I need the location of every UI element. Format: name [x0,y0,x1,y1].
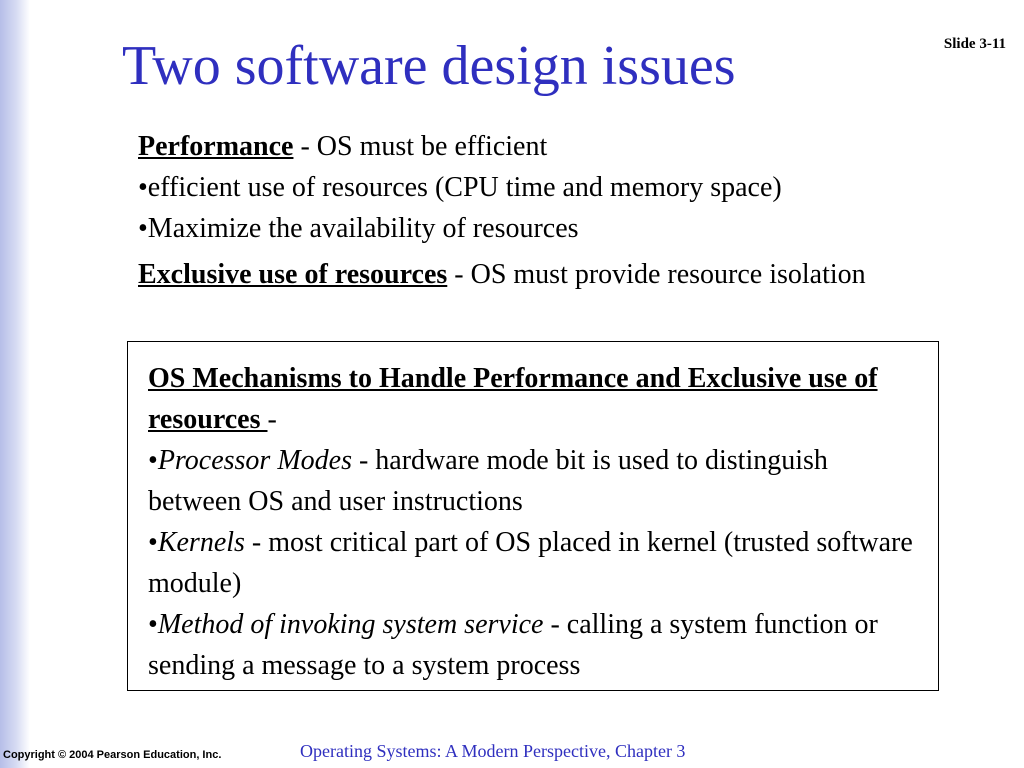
bullet-mark: • [148,445,158,476]
box-item-desc: - hardware mode bit is used to distinguish between OS and user instructions [148,445,828,517]
box-heading-line [148,358,920,440]
performance-heading: Performance [138,131,294,162]
copyright-notice: Copyright © 2004 Pearson Education, Inc. [3,749,222,761]
box-item-term: Processor Modes [157,445,352,476]
bullet-2: •Maximize the availability of resources [138,213,579,244]
performance-desc: - OS must be efficient [293,131,548,162]
box-heading-suffix: - [267,404,277,435]
bullet-mark: • [148,609,158,640]
body-text [138,126,938,295]
slide-title: Two software design issues [122,35,736,97]
box-item-term: Kernels [157,527,245,558]
exclusive-heading: Exclusive use of resources [138,259,448,290]
exclusive-desc: - OS must provide resource isolation [447,259,866,290]
bullet-mark: • [148,527,158,558]
box-item-processor-modes [148,440,920,522]
box-item-kernels [148,522,920,604]
exclusive-line [138,254,938,295]
bullet-1: •efficient use of resources (CPU time and memory space) [138,172,782,203]
box-item-desc: - most critical part of OS placed in kernel (trusted software module) [148,527,913,599]
side-gradient-bar [0,0,30,768]
footer-chapter-title: Operating Systems: A Modern Perspective, Chapter 3 [300,741,686,761]
box-heading: OS Mechanisms to Handle Performance and Exclusive use of resources [148,363,878,435]
box-item-system-service [148,604,920,686]
performance-line [138,126,938,167]
mechanisms-box [127,341,939,691]
slide-number: Slide 3-11 [943,36,1006,52]
box-item-desc: - calling a system function or sending a message to a system process [148,609,878,681]
box-item-term: Method of invoking system service [157,609,544,640]
